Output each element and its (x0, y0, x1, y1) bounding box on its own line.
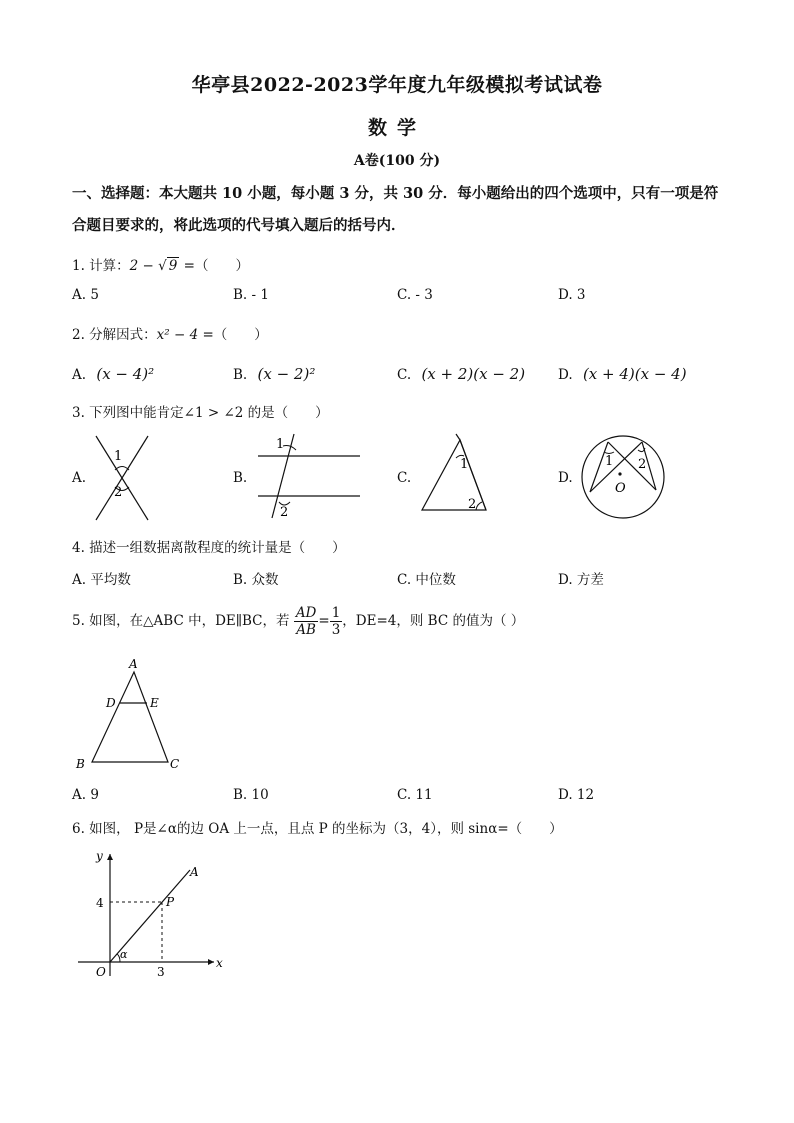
q3-a-angle-1: 1 (114, 449, 123, 464)
question-3: 3. 下列图中能肯定∠1 > ∠2 的是（ ） (72, 405, 329, 421)
q6-label-a: A (190, 865, 199, 879)
section-intro: 一、选择题：本大题共 10 小题，每小题 3 分，共 30 分．每小题给出的四个选项中，只有一项是符合题目要求的，将此选项的代号填入题后的括号内． (72, 185, 719, 234)
q5-triangle-figure (72, 656, 192, 776)
question-4: 4. 描述一组数据离散程度的统计量是（ ） (72, 540, 346, 556)
q5-suffix: ，DE=4，则 BC 的值为（ ） (342, 613, 525, 629)
q5-prefix: 5. 如图，在△ABC 中，DE∥BC，若 (72, 613, 290, 629)
q2-option-b[interactable] (233, 365, 315, 383)
q5-eq: = (318, 613, 330, 629)
q3-d-angle-1: 1 (605, 454, 614, 469)
q1-suffix: =（ ） (179, 258, 249, 274)
question-5 (72, 602, 524, 640)
q6-label-o: O (96, 965, 106, 979)
q5-value-fraction (330, 605, 343, 638)
q2-option-a-expr: (x − 4)² (96, 365, 155, 383)
q3-b-angle-1: 1 (276, 437, 285, 452)
q2-option-c-label: C. (397, 367, 412, 383)
q2-option-d-label: D. (558, 367, 573, 383)
q5-label-c: C (170, 757, 180, 771)
volume-label: A卷(100 分) (353, 153, 441, 169)
q5-option-c[interactable]: C. 11 (397, 787, 433, 803)
q5-label-a: A (129, 657, 138, 671)
subject-title: 数学 (367, 117, 426, 139)
q4-option-a[interactable]: A. 平均数 (72, 572, 131, 588)
q6-label-4: 4 (96, 896, 104, 910)
q3-figure-a[interactable] (88, 432, 158, 524)
q1-option-c[interactable]: C. - 3 (397, 287, 433, 303)
question-1 (72, 254, 249, 274)
q3-figure-b[interactable] (250, 432, 365, 524)
q5-frac-num: AD (295, 605, 317, 621)
q2-option-c-expr: (x + 2)(x − 2) (421, 365, 526, 383)
q3-figure-c[interactable] (414, 432, 494, 524)
q6-label-y: y (96, 849, 103, 863)
question-6: 6. 如图， P是∠α的边 OA 上一点，且点 P 的坐标为（3，4），则 sinα=（ ） (72, 821, 563, 837)
q3-c-angle-1: 1 (460, 457, 469, 472)
q3-d-center-o: O (615, 481, 626, 496)
q5-option-a[interactable]: A. 9 (72, 787, 99, 803)
q2-option-d-expr: (x + 4)(x − 4) (582, 365, 687, 383)
q1-option-a[interactable]: A. 5 (72, 287, 99, 303)
q3-a-angle-2: 2 (114, 485, 123, 500)
q5-option-d[interactable]: D. 12 (558, 787, 595, 803)
q3-option-b-label[interactable]: B. (233, 470, 248, 486)
q3-c-angle-2: 2 (468, 497, 477, 512)
q5-ratio-fraction (294, 605, 319, 638)
q5-label-e: E (150, 696, 159, 710)
exam-title: 华亭县2022-2023学年度九年级模拟考试试卷 (191, 74, 603, 96)
q4-option-c[interactable]: C. 中位数 (397, 572, 456, 588)
q6-label-3: 3 (157, 965, 165, 979)
q4-option-d[interactable]: D. 方差 (558, 572, 604, 588)
q1-option-b[interactable]: B. - 1 (233, 287, 269, 303)
q5-label-b: B (76, 757, 85, 771)
q5-val-den: 3 (331, 622, 341, 638)
question-2 (72, 323, 268, 343)
q2-option-b-label: B. (233, 367, 248, 383)
q2-suffix: （ ） (213, 327, 268, 343)
q6-label-alpha: α (120, 948, 128, 961)
q3-option-c-label[interactable]: C. (397, 470, 412, 486)
q2-expr: x² − 4 = (156, 327, 214, 343)
q2-option-d[interactable] (558, 365, 687, 383)
q2-prefix: 2. 分解因式： (72, 327, 157, 343)
q2-option-a-label: A. (72, 367, 87, 383)
q4-option-b[interactable]: B. 众数 (233, 572, 279, 588)
q6-label-p: P (166, 895, 175, 909)
q5-option-b[interactable]: B. 10 (233, 787, 269, 803)
q5-label-d: D (106, 696, 116, 710)
q3-option-d-label[interactable]: D. (558, 470, 573, 486)
q3-figure-d[interactable] (578, 432, 668, 522)
sqrt-sign: √ (158, 258, 167, 274)
q2-option-b-expr: (x − 2)² (257, 365, 316, 383)
q1-expr-root: 9 (168, 258, 178, 274)
q3-d-angle-2: 2 (638, 457, 647, 472)
q3-b-angle-2: 2 (280, 505, 289, 520)
q5-val-num: 1 (331, 605, 341, 621)
q6-label-x: x (216, 956, 223, 970)
q3-option-a-label[interactable]: A. (72, 470, 87, 486)
q6-coordinate-figure (74, 846, 234, 980)
q1-option-d[interactable]: D. 3 (558, 287, 586, 303)
q2-option-a[interactable] (72, 365, 154, 383)
q5-frac-den: AB (296, 622, 316, 638)
q1-prefix: 1. 计算： (72, 258, 130, 274)
q2-option-c[interactable] (397, 365, 525, 383)
q1-expr-a: 2 − (129, 258, 159, 274)
